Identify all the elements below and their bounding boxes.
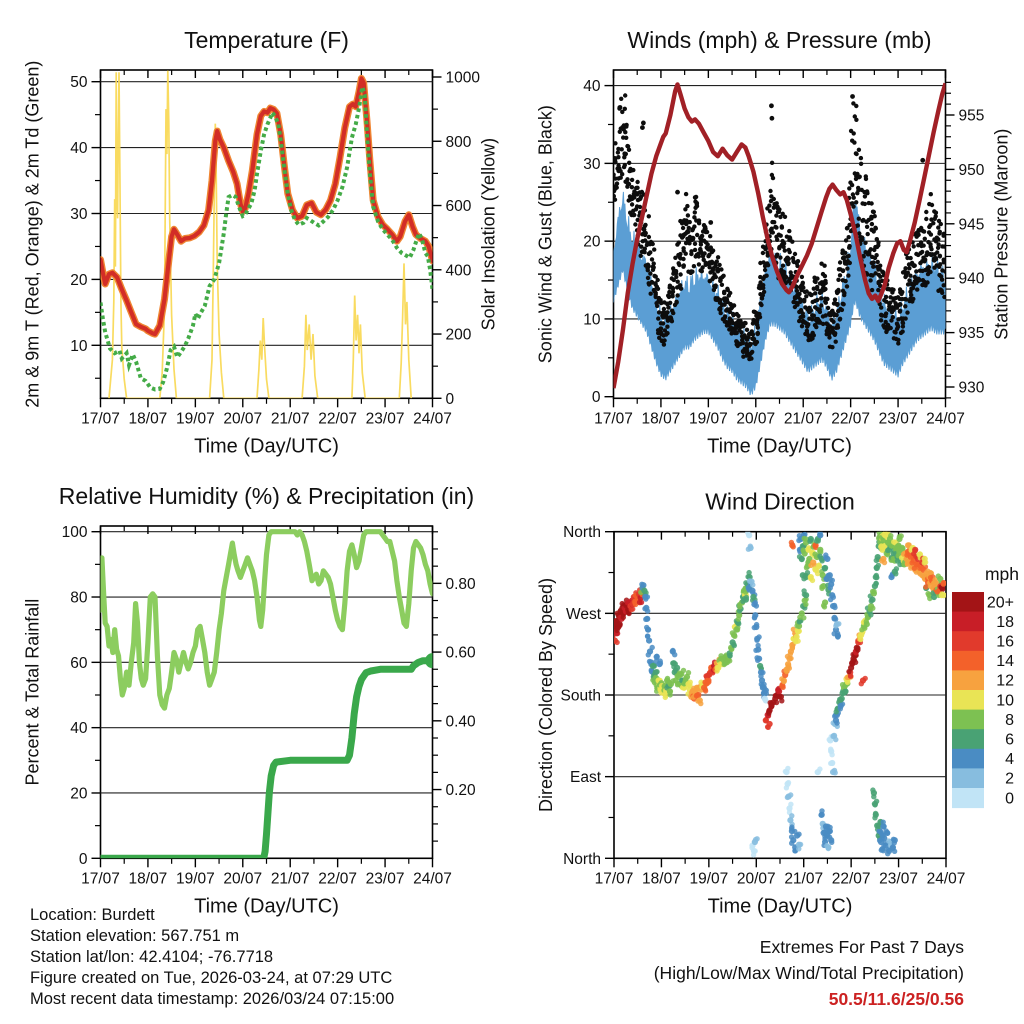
svg-text:20/07: 20/07 (223, 870, 263, 888)
svg-text:18: 18 (996, 613, 1014, 631)
wind_direction-ylabel-left: Direction (Colored By Speed) (536, 577, 556, 813)
wind_direction-title: Wind Direction (705, 488, 855, 515)
svg-text:20/07: 20/07 (223, 410, 263, 428)
direction-scatter (610, 529, 947, 858)
svg-text:19/07: 19/07 (689, 870, 729, 888)
svg-text:10: 10 (70, 337, 88, 355)
humidity_precip-ylabel-left: Percent & Total Rainfall (22, 598, 43, 786)
humidity_precip-title: Relative Humidity (%) & Precipitation (in) (58, 483, 475, 509)
svg-text:18/07: 18/07 (641, 410, 681, 428)
svg-text:940: 940 (958, 270, 985, 288)
svg-text:40: 40 (70, 720, 88, 738)
humidity_precip-xlabel: Time (Day/UTC) (194, 895, 339, 918)
svg-text:0: 0 (445, 390, 455, 408)
svg-text:80: 80 (70, 589, 88, 607)
svg-text:800: 800 (445, 133, 472, 151)
svg-text:955: 955 (958, 107, 985, 125)
svg-text:24/07: 24/07 (413, 410, 452, 428)
svg-text:40: 40 (583, 78, 601, 96)
svg-text:24/07: 24/07 (926, 870, 966, 888)
svg-text:23/07: 23/07 (879, 870, 918, 888)
svg-text:17/07: 17/07 (81, 870, 120, 888)
svg-text:21/07: 21/07 (783, 410, 823, 428)
winds_pressure-xlabel: Time (Day/UTC) (707, 435, 852, 458)
speed-colorbar (952, 564, 1019, 808)
svg-text:0.20: 0.20 (445, 782, 476, 800)
svg-text:24/07: 24/07 (413, 870, 452, 888)
svg-text:0.60: 0.60 (445, 644, 476, 662)
station-elevation: Station elevation: 567.751 m (30, 927, 240, 945)
svg-text:20: 20 (70, 271, 88, 289)
svg-text:945: 945 (958, 216, 985, 234)
svg-text:14: 14 (996, 653, 1014, 671)
station-location: Location: Burdett (30, 906, 155, 924)
extremes-values: 50.5/11.6/25/0.56 (828, 989, 964, 1009)
colorbar-title: mph (984, 564, 1020, 584)
svg-text:950: 950 (958, 161, 985, 179)
svg-text:17/07: 17/07 (594, 870, 634, 888)
station-latlon: Station lat/lon: 42.4104; -76.7718 (30, 948, 274, 966)
svg-text:22/07: 22/07 (831, 870, 871, 888)
svg-text:16: 16 (996, 633, 1014, 651)
svg-text:19/07: 19/07 (175, 410, 215, 428)
humidity-precip-panel (23, 483, 477, 917)
svg-text:0.40: 0.40 (445, 713, 476, 731)
temperature-panel (23, 27, 499, 457)
svg-text:23/07: 23/07 (365, 870, 405, 888)
winds_pressure-ylabel-right: Station Pressure (Maroon) (991, 128, 1012, 340)
svg-text:24/07: 24/07 (926, 410, 965, 428)
figure-created-timestamp: Figure created on Tue, 2026-03-24, at 07:29 UTC (30, 969, 393, 987)
sonic-wind-band (614, 192, 946, 395)
svg-text:1000: 1000 (445, 69, 480, 87)
svg-text:18/07: 18/07 (128, 410, 168, 428)
svg-text:21/07: 21/07 (784, 870, 824, 888)
svg-text:60: 60 (70, 654, 88, 672)
most-recent-data-timestamp: Most recent data timestamp: 2026/03/24 07:15:00 (30, 990, 395, 1008)
svg-text:10: 10 (583, 311, 601, 329)
svg-text:23/07: 23/07 (365, 410, 405, 428)
svg-text:19/07: 19/07 (688, 410, 728, 428)
svg-text:18/07: 18/07 (642, 870, 681, 888)
svg-text:North: North (563, 850, 601, 868)
rainfall-line (101, 661, 433, 859)
svg-text:17/07: 17/07 (594, 410, 633, 428)
svg-text:22/07: 22/07 (318, 870, 358, 888)
svg-text:17/07: 17/07 (81, 410, 120, 428)
svg-text:40: 40 (70, 140, 88, 158)
extremes-subtitle: (High/Low/Max Wind/Total Precipitation) (653, 963, 964, 983)
svg-text:North: North (563, 524, 601, 542)
svg-text:0: 0 (78, 850, 88, 868)
temperature-ylabel-left: 2m & 9m T (Red, Orange) & 2m Td (Green) (22, 60, 43, 408)
svg-text:50: 50 (70, 74, 88, 92)
svg-text:100: 100 (61, 524, 88, 542)
station-info-block (30, 905, 394, 1010)
winds_pressure-title: Winds (mph) & Pressure (mb) (627, 27, 932, 53)
svg-text:East: East (569, 769, 601, 787)
wind-direction-panel (536, 489, 965, 918)
rainfall-end-marker (425, 653, 440, 668)
svg-text:18/07: 18/07 (128, 870, 168, 888)
temperature-xlabel: Time (Day/UTC) (194, 435, 339, 458)
svg-text:20+: 20+ (986, 594, 1014, 612)
svg-text:12: 12 (996, 672, 1014, 690)
extremes-block (654, 934, 964, 1012)
svg-text:2: 2 (1005, 770, 1014, 788)
svg-text:30: 30 (583, 155, 601, 173)
temp-2m-line (101, 78, 433, 334)
winds-series (611, 83, 947, 395)
svg-text:0.80: 0.80 (445, 575, 476, 593)
svg-text:19/07: 19/07 (175, 870, 215, 888)
svg-text:21/07: 21/07 (270, 410, 310, 428)
svg-text:20/07: 20/07 (736, 870, 776, 888)
temperature-ylabel-right: Solar Insolation (Yellow) (478, 137, 499, 331)
temperature-series (101, 71, 433, 399)
temperature-title: Temperature (F) (184, 27, 349, 53)
svg-text:West: West (565, 605, 601, 623)
svg-text:4: 4 (1005, 751, 1014, 769)
temp-9m-line (101, 78, 433, 334)
svg-text:22/07: 22/07 (831, 410, 871, 428)
svg-text:20: 20 (70, 785, 88, 803)
svg-text:23/07: 23/07 (878, 410, 918, 428)
svg-text:10: 10 (996, 692, 1014, 710)
winds-pressure-panel (536, 27, 1012, 457)
svg-text:21/07: 21/07 (270, 870, 310, 888)
svg-text:200: 200 (445, 326, 472, 344)
svg-text:20/07: 20/07 (736, 410, 776, 428)
svg-text:0: 0 (591, 389, 601, 407)
svg-text:935: 935 (958, 325, 985, 343)
svg-text:22/07: 22/07 (318, 410, 358, 428)
svg-text:30: 30 (70, 206, 88, 223)
dewpoint-line (101, 87, 433, 390)
svg-text:South: South (560, 687, 601, 705)
wind_direction-xlabel: Time (Day/UTC) (707, 895, 853, 918)
svg-text:6: 6 (1005, 731, 1014, 749)
svg-text:600: 600 (445, 198, 472, 216)
svg-text:0: 0 (1005, 790, 1014, 808)
svg-text:400: 400 (445, 262, 472, 280)
winds_pressure-ylabel-left: Sonic Wind & Gust (Blue, Black) (535, 105, 556, 364)
extremes-title: Extremes For Past 7 Days (759, 937, 964, 957)
relative-humidity-line (101, 532, 433, 708)
svg-text:930: 930 (958, 379, 985, 397)
svg-text:8: 8 (1005, 711, 1014, 729)
svg-text:20: 20 (583, 233, 601, 251)
humidity-series (101, 532, 441, 859)
